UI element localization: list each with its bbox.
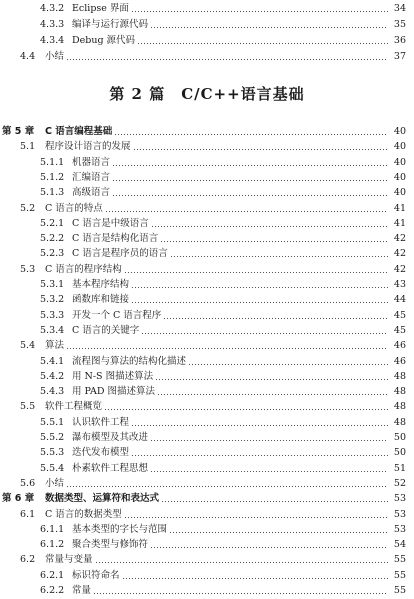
dot-leader [131, 3, 388, 13]
toc-subsection-row [0, 216, 414, 232]
dot-leader [112, 172, 388, 182]
dot-leader [105, 203, 388, 213]
toc-title: 小结 [45, 477, 65, 489]
toc-subsection-row [0, 522, 414, 538]
dot-leader [66, 51, 388, 61]
toc-number: 6.1.1 [40, 523, 65, 535]
toc-number: 5.3 [20, 263, 36, 275]
toc-section-row [0, 139, 414, 155]
toc-number: 5.5 [20, 401, 36, 413]
toc-title: 软件工程概览 [45, 401, 103, 413]
toc-number: 5.1 [20, 141, 36, 153]
toc-number: 5.3.2 [40, 294, 65, 306]
dot-leader [112, 157, 388, 167]
toc-page-number: 48 [393, 401, 406, 413]
dot-leader [122, 570, 388, 580]
dot-leader [160, 233, 388, 243]
dot-leader [169, 524, 388, 534]
dot-leader [155, 371, 388, 381]
toc-page-number: 37 [393, 51, 406, 62]
dot-leader [161, 493, 388, 503]
toc-section-row [0, 552, 414, 568]
toc-number: 6.2.2 [40, 585, 65, 596]
toc-number: 4.4 [20, 51, 36, 62]
toc-title: 聚合类型与修饰符 [72, 539, 149, 551]
toc-subsection-row [0, 231, 414, 247]
dot-leader [150, 432, 388, 442]
toc-number: 6.2.1 [40, 569, 65, 581]
toc-number: 5.1.2 [40, 171, 65, 183]
dot-leader [131, 279, 388, 289]
toc-page-number: 45 [393, 324, 406, 336]
toc-title: 编译与运行源代码 [72, 19, 149, 30]
toc-subsection-row [0, 155, 414, 171]
toc-number: 5.2.1 [40, 217, 65, 229]
dot-leader [150, 539, 388, 549]
toc-page-number: 50 [393, 432, 406, 443]
dot-leader [124, 264, 388, 274]
toc-number: 5.2 [20, 202, 36, 214]
toc-subsection-row [0, 33, 414, 49]
toc-page-number: 40 [393, 141, 406, 153]
toc-page-number: 43 [393, 279, 406, 290]
toc-number: 5.2.2 [40, 233, 65, 245]
dot-leader [170, 248, 388, 258]
toc-title: 迭代发布模型 [72, 447, 130, 459]
toc-number: 6.1 [20, 508, 36, 520]
toc-number: 5.6 [20, 477, 36, 489]
toc-title: C 语言的程序结构 [45, 263, 122, 275]
dot-leader [124, 509, 388, 519]
toc-title: 常量 [72, 585, 92, 596]
dot-leader [131, 447, 388, 457]
toc-title: 朴素软件工程思想 [72, 462, 149, 474]
toc-number: 5.3.1 [40, 279, 65, 290]
toc-number: 4.3.3 [40, 19, 65, 30]
toc-page-number: 54 [393, 539, 406, 551]
toc-title: 开发一个 C 语言程序 [72, 309, 162, 321]
dot-leader [150, 463, 388, 473]
toc-page-number: 40 [393, 171, 406, 183]
dot-leader [137, 35, 388, 45]
toc-page-number: 53 [393, 508, 406, 520]
toc-subsection-row [0, 537, 414, 553]
dot-leader [163, 310, 388, 320]
toc-subsection-row [0, 384, 414, 400]
toc-page-number: 53 [393, 523, 406, 535]
toc-number: 6.2 [20, 554, 36, 566]
toc-page-number: 35 [393, 19, 406, 30]
toc-page-number: 50 [393, 447, 406, 459]
toc-section-row [0, 338, 414, 354]
toc-page-number: 45 [393, 309, 406, 321]
toc-title: 数据类型、运算符和表达式 [45, 493, 160, 505]
toc-subsection-row [0, 583, 414, 599]
toc-subsection-row [0, 354, 414, 370]
toc-title: 认识软件工程 [72, 416, 130, 428]
toc-chapter-row [0, 124, 414, 140]
toc-subsection-row [0, 17, 414, 33]
toc-title: 用 PAD 图描述算法 [72, 386, 156, 398]
toc-title: 基本类型的字长与范围 [72, 523, 168, 535]
dot-leader [150, 19, 388, 29]
toc-page-number: 53 [393, 493, 406, 505]
dot-leader [151, 218, 388, 228]
toc-title: 标识符命名 [72, 569, 120, 581]
toc-number: 4.3.4 [40, 35, 65, 46]
toc-number: 第 5 章 [2, 126, 35, 137]
dot-leader [131, 294, 388, 304]
toc-title: C 语言是程序员的语言 [72, 248, 168, 260]
toc-title: 程序设计语言的发展 [45, 141, 131, 153]
toc-page-number: 55 [393, 585, 406, 596]
dot-leader [66, 340, 388, 350]
toc-title: 用 N-S 图描述算法 [72, 370, 154, 382]
toc-subsection-row [0, 277, 414, 293]
toc-page-number: 48 [393, 416, 406, 428]
toc-number: 第 6 章 [2, 493, 35, 505]
toc-section-row [0, 507, 414, 523]
toc-title: C 语言是结构化语言 [72, 233, 159, 245]
toc-title: C 语言编程基础 [45, 126, 113, 137]
toc-chapter-row [0, 491, 414, 507]
toc-page-number: 46 [393, 355, 406, 367]
toc-subsection-row [0, 323, 414, 339]
toc-page-number: 40 [393, 156, 406, 168]
dot-leader [93, 585, 388, 595]
dot-leader [133, 141, 388, 151]
toc-subsection-row [0, 445, 414, 461]
toc-number: 5.5.3 [40, 447, 65, 459]
toc-title: Debug 源代码 [72, 35, 136, 46]
toc-page-number: 42 [393, 233, 406, 245]
toc-number: 6.1.2 [40, 539, 65, 551]
toc-section-row [0, 262, 414, 278]
toc-page-number: 46 [393, 340, 406, 352]
toc-page-number: 52 [393, 477, 406, 489]
dot-leader [66, 478, 388, 488]
toc-title: 机器语言 [72, 156, 111, 168]
toc-subsection-row [0, 308, 414, 324]
toc-subsection-row [0, 430, 414, 446]
toc-page-number: 42 [393, 248, 406, 260]
part-title: 第 2 篇 C/C++语言基础 [109, 85, 305, 103]
dot-leader [131, 417, 388, 427]
toc-title: C 语言的特点 [45, 202, 103, 214]
toc-title: 汇编语言 [72, 171, 111, 183]
toc-number: 5.5.4 [40, 462, 65, 474]
toc-page-number: 34 [393, 3, 406, 14]
toc-subsection-row [0, 415, 414, 431]
toc-page-number: 51 [393, 462, 406, 474]
toc-section-row [0, 201, 414, 217]
toc-subsection-row [0, 1, 414, 17]
toc-title: 常量与变量 [45, 554, 93, 566]
toc-number: 5.2.3 [40, 248, 65, 260]
toc-page-number: 40 [393, 187, 406, 199]
toc-page-number: 41 [393, 202, 406, 214]
toc-title: C 语言是中级语言 [72, 217, 149, 229]
toc-subsection-row [0, 461, 414, 477]
toc-subsection-row [0, 369, 414, 385]
toc-section-row [0, 476, 414, 492]
toc-section-row [0, 49, 414, 65]
toc-number: 5.4.3 [40, 386, 65, 398]
toc-subsection-row [0, 246, 414, 262]
toc-title: 算法 [45, 340, 65, 352]
toc-title: 小结 [45, 51, 65, 62]
dot-leader [104, 401, 388, 411]
toc-title: 基本程序结构 [72, 279, 130, 290]
toc-page-number: 36 [393, 35, 406, 46]
toc-title: 高级语言 [72, 187, 111, 199]
toc-number: 5.5.2 [40, 432, 65, 443]
toc-page-number: 55 [393, 569, 406, 581]
toc-title: 瀑布模型及其改进 [72, 432, 149, 443]
toc-number: 5.1.3 [40, 187, 65, 199]
toc-subsection-row [0, 292, 414, 308]
toc-section-row [0, 399, 414, 415]
toc-number: 5.5.1 [40, 416, 65, 428]
toc-page-number: 41 [393, 217, 406, 229]
toc-number: 5.4 [20, 340, 36, 352]
toc-number: 5.4.2 [40, 370, 65, 382]
toc-title: 函数库和链接 [72, 294, 130, 306]
toc-page-number: 55 [393, 554, 406, 566]
toc-number: 5.3.4 [40, 324, 65, 336]
toc-title: 流程图与算法的结构化描述 [72, 355, 187, 367]
toc-number: 5.4.1 [40, 355, 65, 367]
toc-page-number: 44 [393, 294, 406, 306]
toc-number: 5.3.3 [40, 309, 65, 321]
toc-page-number: 48 [393, 370, 406, 382]
toc-page-number: 40 [393, 126, 406, 137]
dot-leader [112, 187, 388, 197]
toc-title: C 语言的关键字 [72, 324, 140, 336]
toc-page-number: 42 [393, 263, 406, 275]
toc-title: Eclipse 界面 [72, 3, 129, 14]
dot-leader [188, 356, 388, 366]
dot-leader [157, 386, 388, 396]
dot-leader [141, 325, 388, 335]
toc-page-number: 48 [393, 386, 406, 398]
toc-subsection-row [0, 568, 414, 584]
dot-leader [114, 126, 388, 136]
toc-number: 5.1.1 [40, 156, 65, 168]
toc-subsection-row [0, 185, 414, 201]
toc-number: 4.3.2 [40, 3, 65, 14]
toc-subsection-row [0, 170, 414, 186]
dot-leader [95, 554, 388, 564]
toc-title: C 语言的数据类型 [45, 508, 122, 520]
